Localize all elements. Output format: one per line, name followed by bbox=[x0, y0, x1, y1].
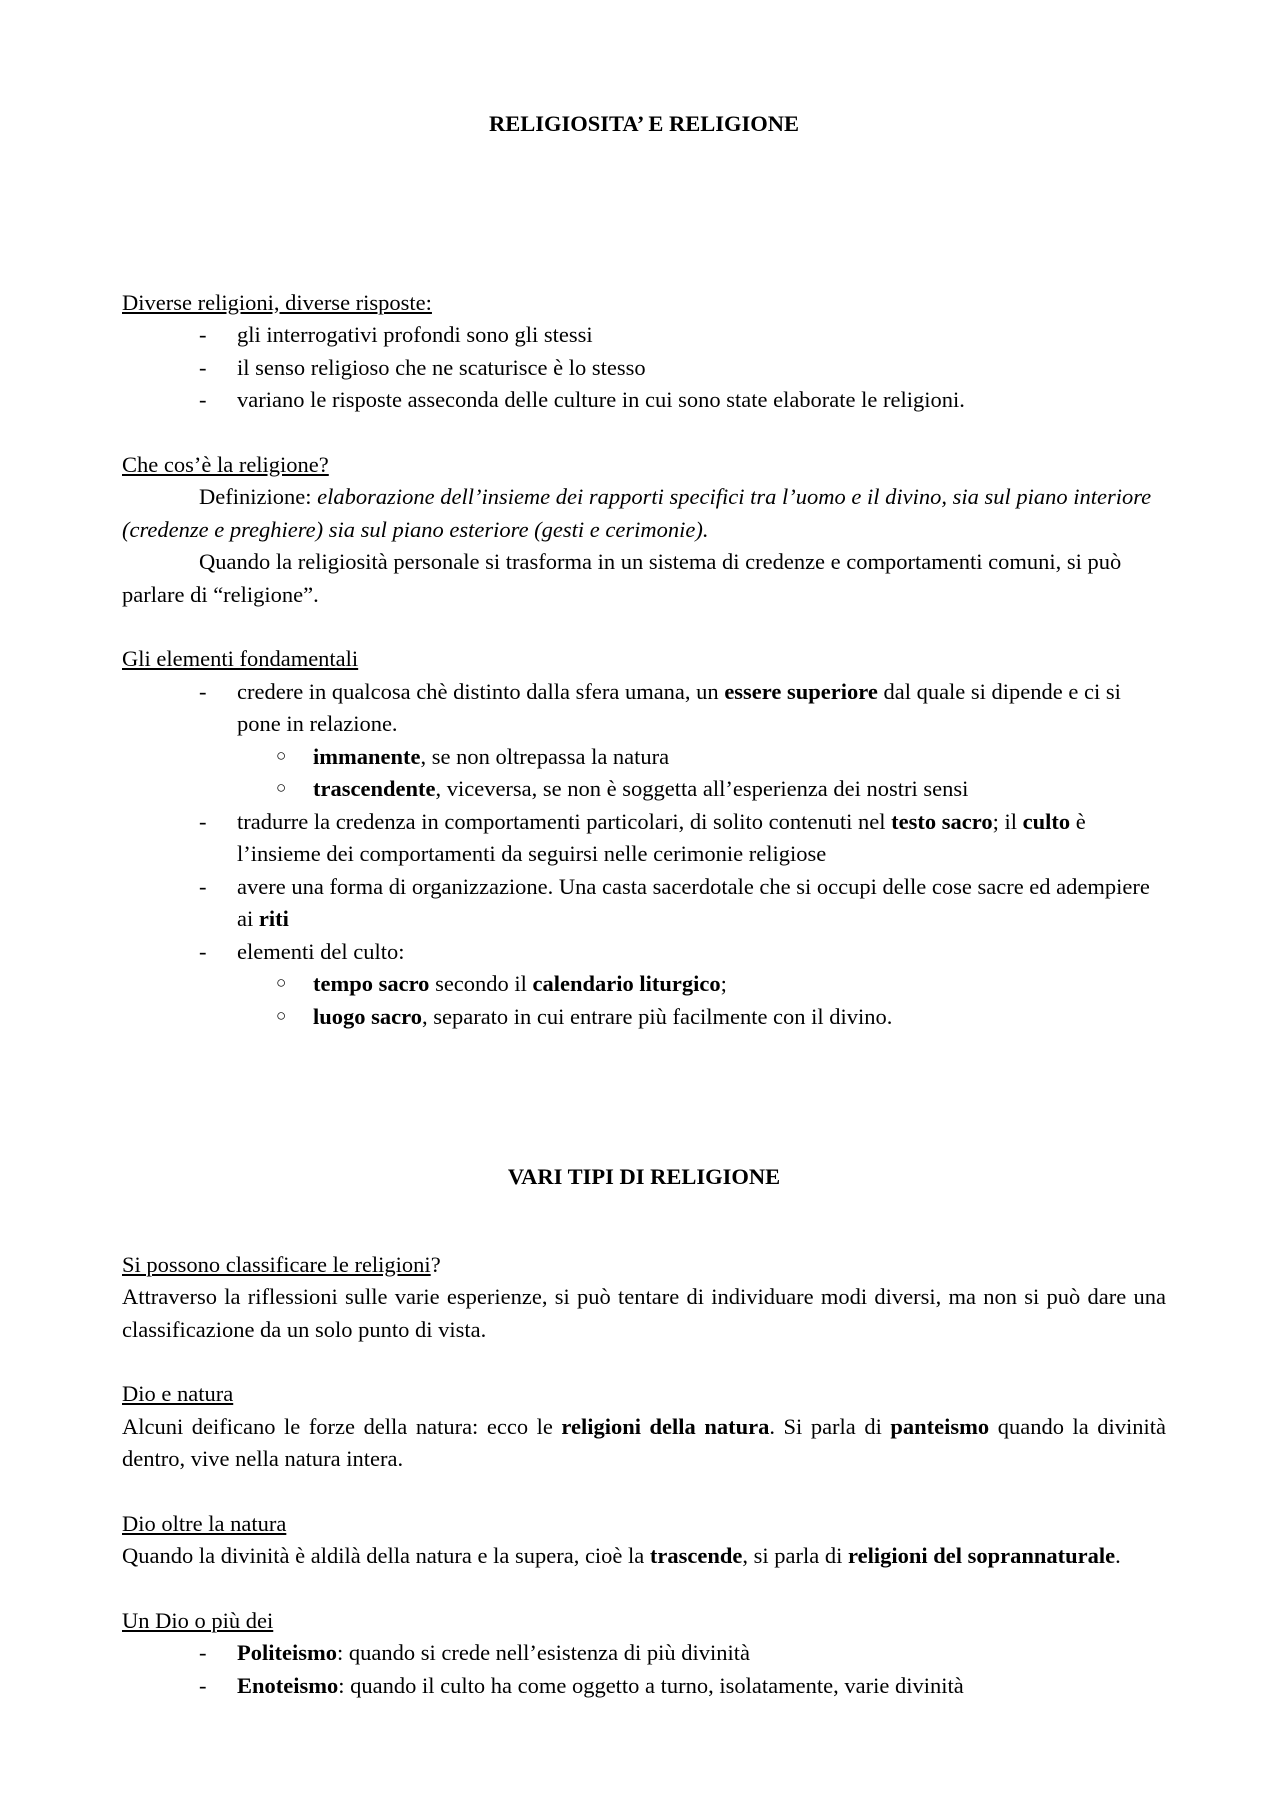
list-item: - avere una forma di organizzazione. Una casta sacerdotale che si occupi delle cose sacre ed adempiere ai riti bbox=[122, 871, 1166, 936]
nature-paragraph: Alcuni deificano le forze della natura: ecco le religioni della natura. Si parla di panteismo quando la divinità dentro, vive nella natura intera. bbox=[122, 1413, 1167, 1471]
elements-list bbox=[122, 676, 1166, 1034]
list-item: - gli interrogativi profondi sono gli stessi bbox=[122, 319, 1166, 352]
section-heading-diverse-religioni: Diverse religioni, diverse risposte: bbox=[122, 289, 432, 315]
classification-paragraph: Attraverso la riflessioni sulle varie esperienze, si può tentare di individuare modi diversi, ma non si può dare una classificazione da un solo punto di vista. bbox=[122, 1284, 1166, 1342]
supernatural-paragraph: Quando la divinità è aldilà della natura e la supera, cioè la trascende, si parla di religioni del soprannaturale. bbox=[122, 1543, 1121, 1568]
section-heading-elementi: Gli elementi fondamentali bbox=[122, 646, 359, 671]
answers-list bbox=[122, 319, 1166, 417]
sub-list bbox=[237, 968, 1166, 1033]
list-item: - variano le risposte asseconda delle culture in cui sono state elaborate le religioni. bbox=[122, 384, 1166, 417]
section-heading-dio-natura: Dio e natura bbox=[122, 1381, 234, 1406]
document-content bbox=[122, 108, 1166, 1702]
list-item: - il senso religioso che ne scaturisce è lo stesso bbox=[122, 352, 1166, 385]
section-heading-classificare: Si possono classificare le religioni? bbox=[122, 1251, 441, 1277]
section-heading-un-dio: Un Dio o più dei bbox=[122, 1607, 274, 1633]
list-item: - elementi del culto: ○ tempo sacro secondo il calendario liturgico; ○ luogo sacro, separato in cui entrare più facilmente con il divino. bbox=[122, 936, 1166, 1034]
sub-list-item: ○ trascendente, viceversa, se non è soggetta all’esperienza dei nostri sensi bbox=[122, 773, 1166, 806]
list-item: - credere in qualcosa chè distinto dalla sfera umana, un essere superiore dal quale si dipende e ci si pone in relazione. ○ immanente, se non oltrepassa la natura ○ trascendente, viceversa, se non è soggetta all’esperienza dei nostri sensi bbox=[122, 676, 1166, 806]
page-title: RELIGIOSITA’ E RELIGIONE bbox=[488, 111, 800, 136]
sub-list bbox=[237, 741, 1166, 806]
sub-list-item: ○ tempo sacro secondo il calendario liturgico; bbox=[122, 968, 1166, 1001]
list-item: - tradurre la credenza in comportamenti particolari, di solito contenuti nel testo sacro; il culto è l’insieme dei comportamenti da seguirsi nelle cerimonie religiose bbox=[122, 806, 1166, 871]
sub-list-item: ○ immanente, se non oltrepassa la natura bbox=[122, 741, 1166, 774]
list-item: - Enoteismo: quando il culto ha come oggetto a turno, isolatamente, varie divinità bbox=[122, 1670, 1166, 1703]
sub-list-item: ○ luogo sacro, separato in cui entrare più facilmente con il divino. bbox=[122, 1001, 1166, 1034]
section-heading-che-cosa: Che cos’è la religione? bbox=[122, 451, 329, 477]
section-title-vari-tipi: VARI TIPI DI RELIGIONE bbox=[507, 1164, 781, 1189]
religion-paragraph: Quando la religiosità personale si trasforma in un sistema di credenze e comportamenti comuni, si può parlare di “religione”. bbox=[122, 549, 1122, 607]
list-item: - Politeismo: quando si crede nell’esistenza di più divinità bbox=[122, 1637, 1166, 1670]
definition-paragraph: Definizione: elaborazione dell’insieme dei rapporti specifici tra l’uomo e il divino, sia sul piano interiore (credenze e preghiere) sia sul piano esteriore (gesti e cerimonie). bbox=[122, 484, 1152, 542]
section-heading-dio-oltre: Dio oltre la natura bbox=[122, 1510, 287, 1536]
theism-list bbox=[122, 1637, 1166, 1702]
